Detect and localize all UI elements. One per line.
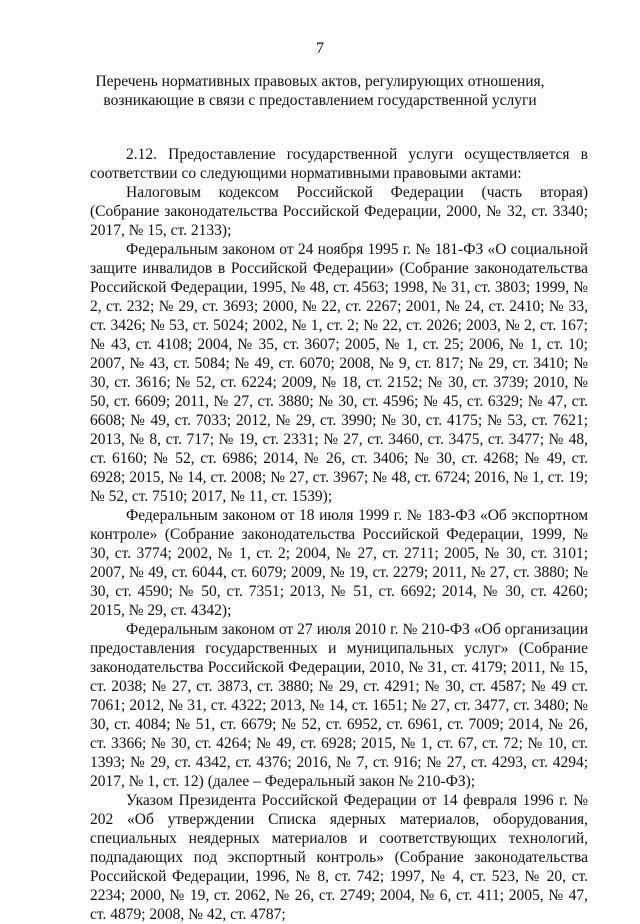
paragraph-decree-202: Указом Президента Российской Федерации от 14 февраля 1996 г. № 202 «Об утверждении Списка ядерных материалов, оборудования, специальных неядерных материалов и соответствующих технологий, подпадающих под экспортный контроль» (Собрание законодательства Российской Федерации, 1996, № 8, ст. 742; 1997, № 4, ст. 523, № 20, ст. 2234; 2000, № 19, ст. 2062, № 26, ст. 2749; 2004, № 6, ст. 411; 2005, № 47, ст. 4879; 2008, № 42, ст. 4787; bbox=[90, 792, 588, 923]
paragraph-law-210: Федеральным законом от 27 июля 2010 г. № 210-ФЗ «Об организации предоставления государственных и муниципальных услуг» (Собрание законодательства Российской Федерации, 2010, № 31, ст. 4179; 2011, № 15, ст. 2038; № 27, ст. 3873, ст. 3880; № 29, ст. 4291; № 30, ст. 4587; № 49 ст. 7061; 2012, № 31, ст. 4322; 2013, № 14, ст. 1651; № 27, ст. 3477, ст. 3480; № 30, ст. 4084; № 51, ст. 6679; № 52, ст. 6952, ст. 6961, ст. 7009; 2014, № 26, ст. 3366; № 30, ст. 4264; № 49, ст. 6928; 2015, № 1, ст. 67, ст. 72; № 10, ст. 1393; № 29, ст. 4342, ст. 4376; 2016, № 7, ст. 916; № 27, ст. 4293, ст. 4294; 2017, № 1, ст. 12) (далее – Федеральный закон № 210-ФЗ); bbox=[90, 621, 588, 790]
section-title: Перечень нормативных правовых актов, регулирующих отношения, возникающие в связи с предоставлением государственной услуги bbox=[95, 73, 545, 109]
paragraph-intro: 2.12. Предоставление государственной услуги осуществляется в соответствии со следующими нормативными правовыми актами: bbox=[90, 146, 588, 182]
document-body bbox=[90, 145, 588, 924]
page-number: 7 bbox=[316, 40, 324, 57]
paragraph-tax-code: Налоговым кодексом Российской Федерации (часть вторая) (Собрание законодательства Российской Федерации, 2000, № 32, ст. 3340; 2017, № 15, ст. 2133); bbox=[90, 184, 588, 239]
paragraph-law-181: Федеральным законом от 24 ноября 1995 г. № 181-ФЗ «О социальной защите инвалидов в Российской Федерации» (Собрание законодательства Российской Федерации, 1995, № 48, ст. 4563; 1998, № 31, ст. 3803; 1999, № 2, ст. 232; № 29, ст. 3693; 2000, № 22, ст. 2267; 2001, № 24, ст. 2410; № 33, ст. 3426; № 53, ст. 5024; 2002, № 1, ст. 2; № 22, ст. 2026; 2003, № 2, ст. 167; № 43, ст. 4108; 2004, № 35, ст. 3607; 2005, № 1, ст. 25; 2006, № 1, ст. 10; 2007, № 43, ст. 5084; № 49, ст. 6070; 2008, № 9, ст. 817; № 29, ст. 3410; № 30, ст. 3616; № 52, ст. 6224; 2009, № 18, ст. 2152; № 30, ст. 3739; 2010, № 50, ст. 6609; 2011, № 27, ст. 3880; № 30, ст. 4596; № 45, ст. 6329; № 47, ст. 6608; № 49, ст. 7033; 2012, № 29, ст. 3990; № 30, ст. 4175; № 53, ст. 7621; 2013, № 8, ст. 717; № 19, ст. 2331; № 27, ст. 3460, ст. 3475, ст. 3477; № 48, ст. 6160; № 52, ст. 6986; 2014, № 26, ст. 3406; № 30, ст. 4268; № 49, ст. 6928; 2015, № 14, ст. 2008; № 27, ст. 3967; № 48, ст. 6724; 2016, № 1, ст. 19; № 52, ст. 7510; 2017, № 11, ст. 1539); bbox=[90, 241, 588, 505]
paragraph-law-183: Федеральным законом от 18 июля 1999 г. № 183-ФЗ «Об экспортном контроле» (Собрание законодательства Российской Федерации, 1999, № 30, ст. 3774; 2002, № 1, ст. 2; 2004, № 27, ст. 2711; 2005, № 30, ст. 3101; 2007, № 49, ст. 6044, ст. 6079; 2009, № 19, ст. 2279; 2011, № 27, ст. 3880; № 30, ст. 4590; № 50, ст. 7351; 2013, № 51, ст. 6692; 2014, № 30, ст. 4260; 2015, № 29, ст. 4342); bbox=[90, 507, 588, 619]
